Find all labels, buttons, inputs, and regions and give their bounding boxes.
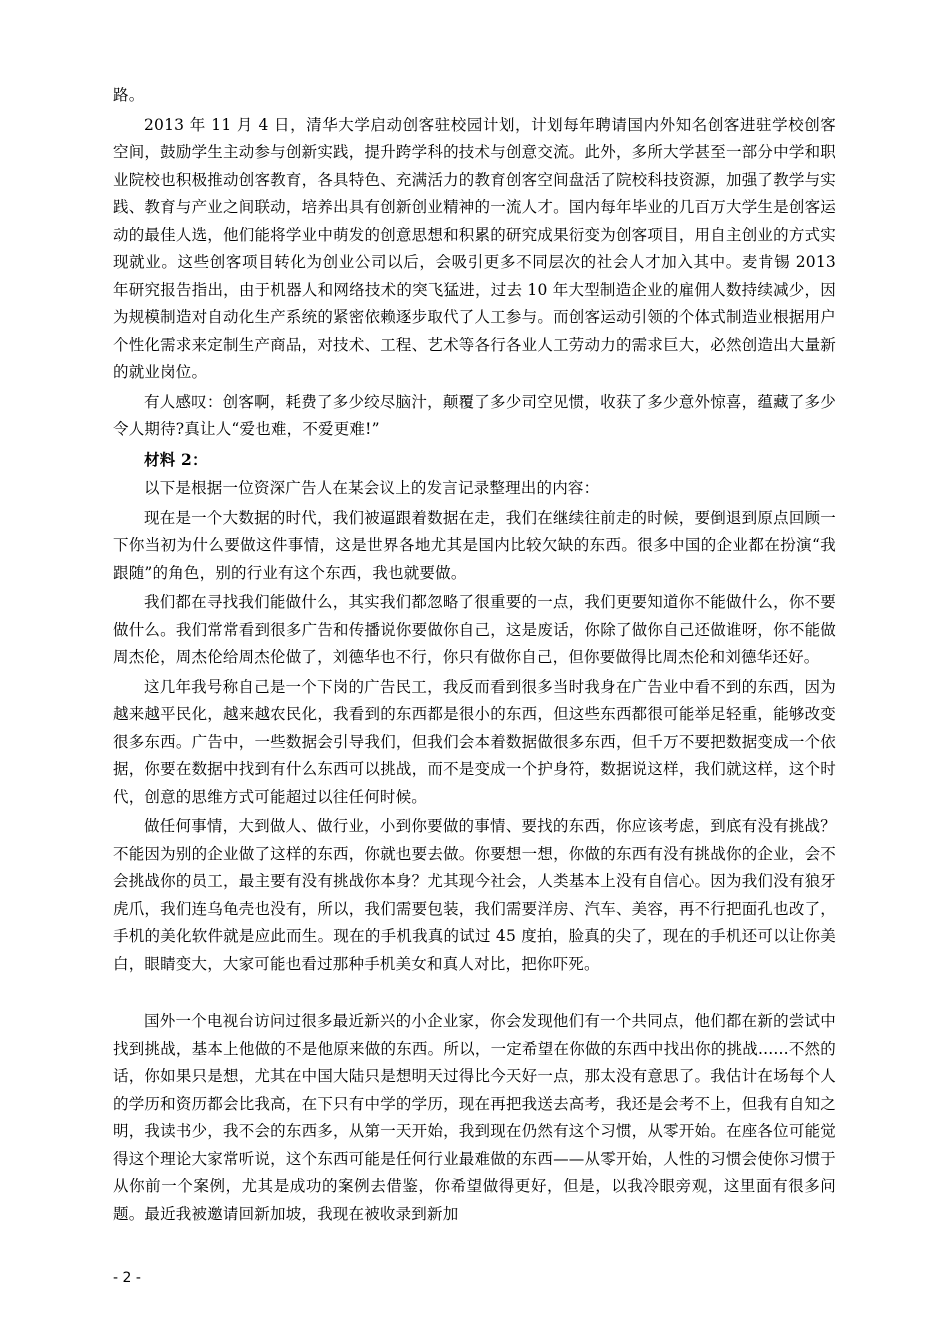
paragraph-start-from-zero: 国外一个电视台访问过很多最近新兴的小企业家，你会发现他们有一个共同点，他们都在新的尝试中找到挑战，基本上他做的不是他原来做的东西。所以，一定希望在你做的东西中找出你的挑战......不然的话，你如果只是想，尤其在中国大陆只是想明天过得比今天好一点，那太没有意思了。我估计在场每个人的学历和资历都会比我高，在下只有中学的学历，现在再把我送去高考，我还是会考不上，但我有自知之明，我读书少，我不会的东西多，从第一天开始，我到现在仍然有这个习惯，从零开始。在座各位可能觉得这个理论大家常听说，这个东西可能是任何行业最难做的东西——从零开始，人性的习惯会使你习惯于从你前一个案例，尤其是成功的案例去借鉴，你希望做得更好，但是，以我冷眼旁观，这里面有很多问题。最近我被邀请回新加坡，我现在被收录到新加	[113, 1012, 836, 1223]
paragraph-big-data: 现在是一个大数据的时代，我们被逼跟着数据在走，我们在继续往前走的时候，要倒退到原点回顾一下你当初为什么要做这件事情，这是世界各地尤其是国内比较欠缺的东西。很多中国的企业都在扮演“我跟随”的角色，别的行业有这个东西，我也就要做。	[113, 508, 836, 582]
paragraph-challenge: 做任何事情，大到做人、做行业，小到你要做的事情、要找的东西，你应该考虑，到底有没有挑战？不能因为别的企业做了这样的东西，你就也要去做。你要想一想，你做的东西有没有挑战你的企业，会不会挑战你的员工，最主要有没有挑战你本身？尤其现今社会，人类基本上没有自信心。因为我们没有狼牙虎爪，我们连乌龟壳也没有，所以，我们需要包装，我们需要洋房、汽车、美容，再不行把面孔也改了，手机的美化软件就是应此而生。现在的手机我真的试过 45 度拍，脸真的尖了，现在的手机还可以让你美白，眼睛变大，大家可能也看过那种手机美女和真人对比，把你吓死。	[113, 817, 836, 973]
page-number: - 2 -	[113, 1270, 141, 1286]
paragraph-tsinghua-maker: 2013 年 11 月 4 日，清华大学启动创客驻校园计划，计划每年聘请国内外知名创客进驻学校创客空间，鼓励学生主动参与创新实践，提升跨学科的技术与创意交流。此外，多所大学甚至一部分中学和职业院校也积极推动创客教育，各具特色、充满活力的教育创客空间盘活了院校科技资源，加强了教学与实践、教育与产业之间联动，培养出具有创新创业精神的一流人才。国内每年毕业的几百万大学生是创客运动的最佳人选，他们能将学业中萌发的创意思想和积累的研究成果衍变为创客项目，用自主创业的方式实现就业。这些创客项目转化为创业公司以后，会吸引更多不同层次的社会人才加入其中。麦肯锡 2013 年研究报告指出，由于机器人和网络技术的突飞猛进，过去 10 年大型制造企业的雇佣人数持续减少，因为规模制造对自动化生产系统的紧密依赖逐步取代了人工参与。而创客运动引领的个体式制造业根据用户个性化需求来定制生产商品，对技术、工程、艺术等各行各业人工劳动力的需求巨大，必然创造出大量新的就业岗位。	[113, 115, 836, 381]
paragraph-maker-sigh: 有人感叹：创客啊，耗费了多少绞尽脑汁，颠覆了多少司空见惯，收获了多少意外惊喜，蕴藏了多少令人期待?真让人“爱也难，不爱更难!”	[113, 392, 836, 438]
document-body	[113, 82, 836, 1228]
material-2-heading: 材料 2：	[144, 449, 208, 469]
paragraph-continuation: 路。	[113, 86, 145, 104]
paragraph-be-yourself: 我们都在寻找我们能做什么，其实我们都忽略了很重要的一点，我们更要知道你不能做什么，你不要做什么。我们常常看到很多广告和传播说你要做你自己，这是废话，你除了做你自己还做谁呀，你不能做周杰伦，周杰伦给周杰伦做了，刘德华也不行，你只有做你自己，但你要做得比周杰伦和刘德华还好。	[113, 593, 836, 666]
paragraph-intro-speech: 以下是根据一位资深广告人在某会议上的发言记录整理出的内容：	[144, 479, 600, 497]
paragraph-ad-worker: 这几年我号称自己是一个下岗的广告民工，我反而看到很多当时我身在广告业中看不到的东西，因为越来越平民化，越来越农民化，我看到的东西都是很小的东西，但这些东西都很可能举足轻重，能够改变很多东西。广告中，一些数据会引导我们，但我们会本着数据做很多东西，但千万不要把数据变成一个依据，你要在数据中找到有什么东西可以挑战，而不是变成一个护身符，数据说这样，我们就这样，这个时代，创意的思维方式可能超过以往任何时候。	[113, 677, 836, 806]
paragraph-spacer	[113, 978, 836, 1008]
